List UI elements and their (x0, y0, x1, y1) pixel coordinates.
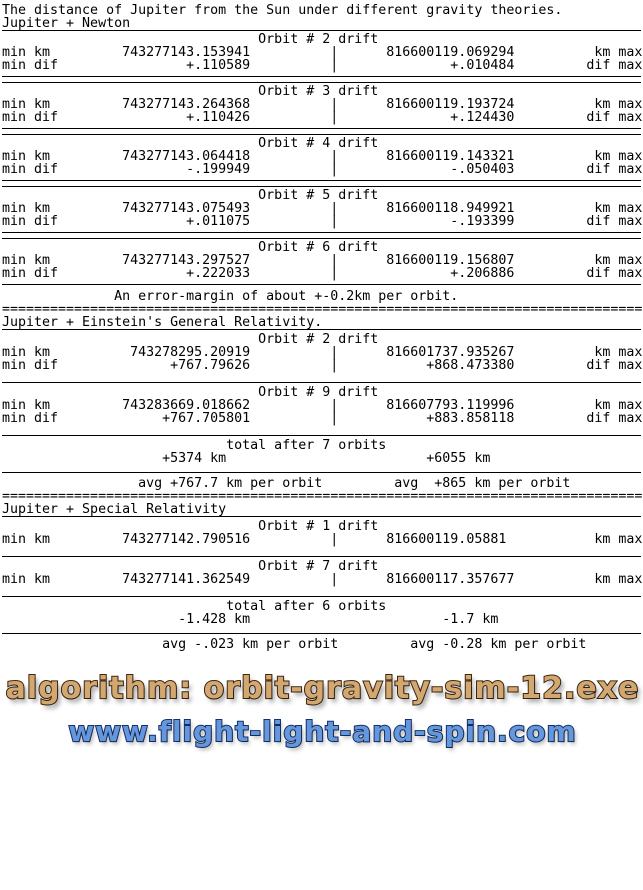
section-separator-1: ================================================================================ (2, 303, 643, 316)
gr-orbit-2-table-line-1: min km 743278295.20919 | 816601737.935267 km max (2, 345, 643, 360)
gr-orbit-9-table (2, 382, 641, 435)
sr-orbit-7-table-line-0: Orbit # 7 drift (2, 559, 379, 574)
newton-orbit-3-table-line-0: Orbit # 3 drift (2, 84, 379, 99)
gr-average-row-line-0: avg +767.7 km per orbit avg +865 km per orbit (2, 476, 571, 491)
sr-totals-table (2, 596, 641, 633)
sr-orbit-7-table-line-1: min km 743277141.362549 | 816600117.357677 km max (2, 572, 643, 587)
sr-orbit-1-table (2, 516, 641, 556)
newton-orbit-4-table (2, 134, 641, 181)
special-relativity-heading: Jupiter + Special Relativity (2, 502, 227, 517)
newton-orbit-3-table-line-1: min km 743277143.264368 | 816600119.193724 km max (2, 97, 643, 112)
gr-orbit-2-table-line-0: Orbit # 2 drift (2, 332, 379, 347)
sr-average-row (2, 633, 641, 651)
sr-average-row-line-0: avg -.023 km per orbit avg -0.28 km per orbit (2, 637, 587, 652)
newton-orbit-5-table-line-1: min km 743277143.075493 | 816600118.949921 km max (2, 201, 643, 216)
newton-orbit-5-table-line-0: Orbit # 5 drift (2, 188, 379, 203)
newton-orbit-6-table-line-0: Orbit # 6 drift (2, 240, 379, 255)
section-separator-2: ================================================================================ (2, 490, 643, 503)
newton-orbit-2-table-line-1: min km 743277143.153941 | 816600119.069294 km max (2, 45, 643, 60)
newton-orbit-5-table-line-2: min dif +.011075 | -.193399 dif max (2, 214, 643, 229)
algorithm-label: algorithm: orbit-gravity-sim-12.exe (5, 671, 640, 706)
gr-totals-table (2, 435, 641, 472)
newton-orbit-4-table-line-2: min dif -.199949 | -.050403 dif max (2, 162, 643, 177)
gr-orbit-2-table (2, 329, 641, 382)
sr-orbit-7-table (2, 556, 641, 596)
newton-heading: Jupiter + Newton (2, 16, 131, 31)
newton-orbit-4-table-line-1: min km 743277143.064418 | 816600119.143321 km max (2, 149, 643, 164)
general-relativity-heading: Jupiter + Einstein's General Relativity. (2, 315, 323, 330)
newton-orbit-6-table-line-1: min km 743277143.297527 | 816600119.156807 km max (2, 253, 643, 268)
newton-orbit-3-table (2, 82, 641, 129)
newton-orbit-2-table-line-0: Orbit # 2 drift (2, 32, 379, 47)
gr-orbit-9-table-line-2: min dif +767.705801 | +883.858118 dif max (2, 411, 643, 426)
gr-orbit-9-table-line-1: min km 743283669.018662 | 816607793.119996 km max (2, 398, 643, 413)
newton-orbit-2-table (2, 30, 641, 77)
report-body (2, 4, 643, 651)
sr-totals-table-line-0: total after 6 orbits (2, 599, 387, 614)
website-url: www.flight-light-and-spin.com (68, 715, 577, 748)
sr-orbit-1-table-line-1: min km 743277142.790516 | 816600119.05881 km max (2, 532, 643, 547)
newton-orbit-4-table-line-0: Orbit # 4 drift (2, 136, 379, 151)
gr-totals-table-line-1: +5374 km +6055 km (2, 451, 491, 466)
newton-orbit-2-table-line-2: min dif +.110589 | +.010484 dif max (2, 58, 643, 73)
gr-totals-table-line-0: total after 7 orbits (2, 438, 387, 453)
sr-totals-table-line-1: -1.428 km -1.7 km (2, 612, 499, 627)
gr-orbit-2-table-line-2: min dif +767.79626 | +868.473380 dif max (2, 358, 643, 373)
newton-orbit-3-table-line-2: min dif +.110426 | +.124430 dif max (2, 110, 643, 125)
gr-orbit-9-table-line-0: Orbit # 9 drift (2, 385, 379, 400)
error-margin-note: An error-margin of about +-0.2km per orbit. (2, 289, 459, 304)
gr-average-row (2, 472, 641, 490)
newton-orbit-6-table-line-2: min dif +.222033 | +.206886 dif max (2, 266, 643, 281)
newton-orbit-5-table (2, 186, 641, 233)
page-title: The distance of Jupiter from the Sun under different gravity theories. (2, 3, 563, 18)
sr-orbit-1-table-line-0: Orbit # 1 drift (2, 519, 379, 534)
newton-orbit-6-table (2, 238, 641, 285)
footer (2, 667, 643, 753)
